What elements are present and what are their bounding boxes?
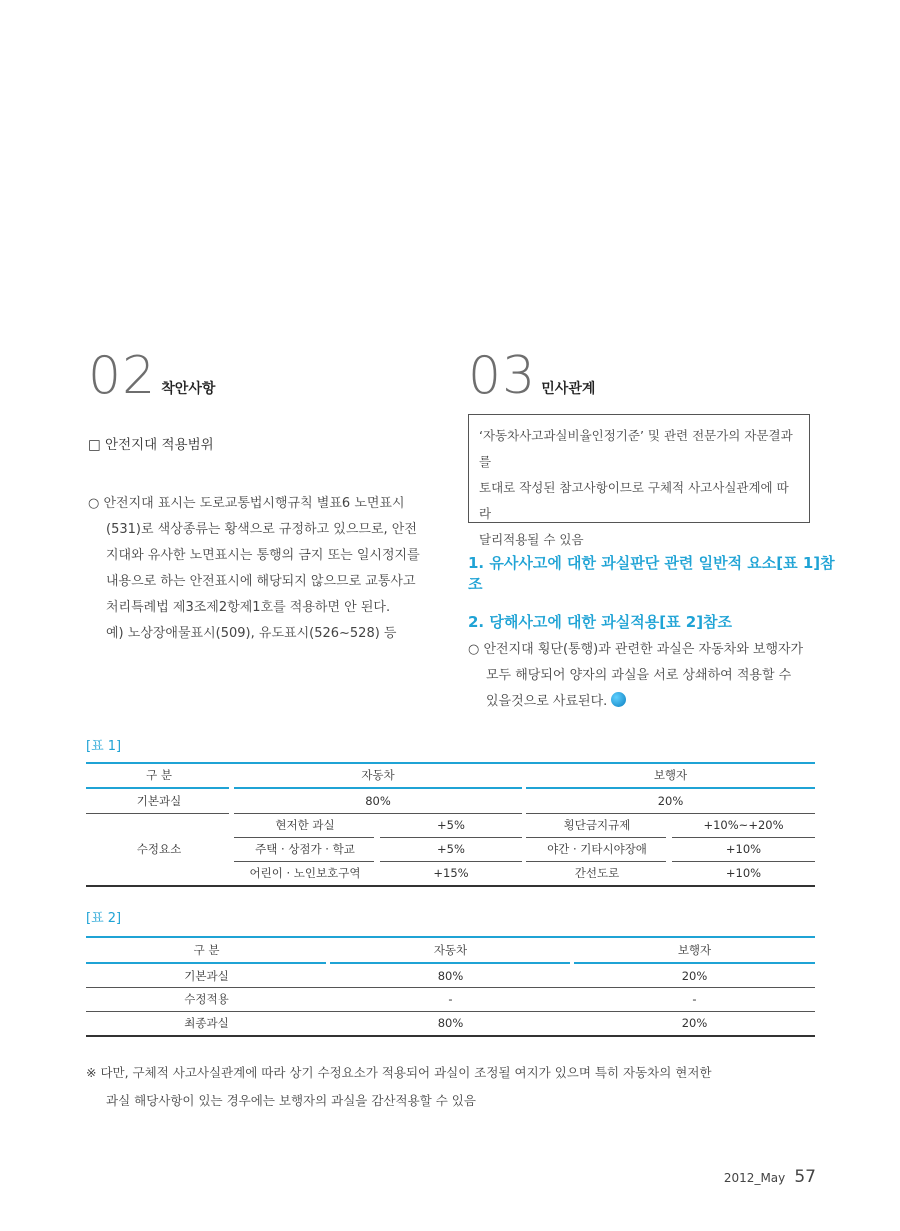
row-ped: 20% — [681, 969, 708, 983]
para-line: 지대와 유사한 노면표시는 통행의 금지 또는 일시정지를 — [106, 548, 420, 563]
row-label: 기본과실 — [184, 969, 229, 983]
table-1 — [86, 762, 815, 888]
ped-factor-name: 야간 · 기타시야장애 — [547, 842, 647, 856]
header-ped: 보행자 — [677, 943, 712, 957]
ped-factor-value: +10%~+20% — [703, 818, 784, 832]
footnote — [86, 1059, 821, 1115]
row-rule — [86, 813, 229, 814]
basic-label: 기본과실 — [136, 794, 182, 808]
para-line: 예) 노상장애물표시(509), 유도표시(526~528) 등 — [106, 626, 397, 641]
box-line: 달리적용될 수 있음 — [479, 532, 584, 547]
section-title: 민사관계 — [541, 381, 596, 397]
para-line: (531)로 색상종류는 황색으로 규정하고 있으므로, 안전 — [106, 522, 417, 537]
header-rule — [86, 962, 326, 964]
table-bottom-rule — [86, 1035, 815, 1037]
item-1-heading: 1. 유사사고에 대한 과실판단 관련 일반적 요소[표 1]참조 — [468, 554, 835, 593]
page-footer — [640, 1167, 816, 1187]
header-rule — [330, 962, 570, 964]
table-top-rule — [86, 936, 815, 938]
header-rule — [574, 962, 815, 964]
car-factor-value: +5% — [437, 818, 465, 832]
box-line: 토대로 작성된 참고사항이므로 구체적 사고사실관계에 따라 — [479, 480, 789, 521]
car-factor-value: +15% — [433, 866, 469, 880]
para-line: ○ 안전지대 횡단(통행)과 관련한 과실은 자동차와 보행자가 — [468, 642, 804, 657]
note-line: ※ 다만, 구체적 사고사실관계에 따라 상기 수정요소가 적용되어 과실이 조정될 여지가 있으며 특히 자동차의 현저한 — [86, 1065, 712, 1080]
page-number: 57 — [794, 1167, 816, 1187]
mod-label: 수정요소 — [136, 842, 182, 856]
row-ped: 20% — [681, 1016, 708, 1030]
header-gubun: 구 분 — [193, 943, 220, 957]
para-line: 처리특례법 제3조제2항제1호를 적용하면 안 된다. — [106, 600, 391, 615]
para-line: 내용으로 하는 안전표시에 해당되지 않으므로 교통사고 — [106, 574, 416, 589]
ped-factor-name: 간선도로 — [574, 866, 620, 880]
table-bottom-rule — [86, 885, 815, 887]
header-ped: 보행자 — [653, 768, 688, 782]
header-car: 자동차 — [361, 768, 395, 782]
basic-car: 80% — [365, 794, 391, 808]
header-rule — [526, 787, 815, 789]
left-paragraph — [88, 491, 443, 647]
car-factor-name: 어린이 · 노인보호구역 — [249, 866, 361, 880]
header-rule — [234, 787, 522, 789]
car-factor-value: +5% — [437, 842, 465, 856]
row-car: 80% — [437, 969, 464, 983]
para-line: ○ 안전지대 표시는 도로교통법시행규칙 별표6 노면표시 — [88, 496, 405, 511]
header-car: 자동차 — [433, 943, 468, 957]
table-2 — [86, 936, 815, 1038]
notice-box — [468, 414, 810, 547]
section-title: 착안사항 — [161, 381, 216, 397]
ped-factor-name: 횡단금지규제 — [563, 818, 631, 832]
para-line-text: 있을것으로 사료된다. — [486, 694, 608, 709]
ped-factor-value: +10% — [725, 866, 762, 880]
note-line: 과실 해당사항이 있는 경우에는 보행자의 과실을 감산적용할 수 있음 — [106, 1093, 476, 1108]
globe-icon — [611, 692, 626, 707]
header-rule — [86, 787, 229, 789]
item-2-paragraph — [468, 637, 818, 715]
issue-label: 2012_May — [723, 1171, 786, 1185]
section-number: 02 — [88, 346, 157, 406]
row-car: 80% — [437, 1016, 464, 1030]
para-line: 모두 해당되어 양자의 과실을 서로 상쇄하여 적용할 수 — [486, 668, 792, 683]
section-number: 03 — [468, 346, 537, 406]
row-ped: - — [692, 992, 697, 1006]
box-line: ‘자동차사고과실비율인정기준’ 및 관련 전문가의 자문결과를 — [479, 428, 793, 469]
table-1-label: [표 1] — [86, 739, 122, 754]
basic-ped: 20% — [657, 794, 684, 808]
row-car: - — [448, 992, 453, 1006]
row-label: 최종과실 — [184, 1016, 229, 1030]
car-factor-name: 현저한 과실 — [275, 818, 335, 832]
car-factor-name: 주택 · 상점가 · 학교 — [255, 842, 355, 856]
para-line — [468, 689, 818, 715]
item-2-heading: 2. 당해사고에 대한 과실적용[표 2]참조 — [468, 613, 733, 631]
row-label: 수정적용 — [184, 992, 229, 1006]
ped-factor-value: +10% — [725, 842, 762, 856]
header-gubun: 구 분 — [146, 768, 172, 782]
table-2-label: [표 2] — [86, 911, 122, 926]
left-heading: □ 안전지대 적용범위 — [88, 437, 214, 453]
section-02-header — [88, 346, 428, 406]
section-03-header — [468, 346, 808, 406]
